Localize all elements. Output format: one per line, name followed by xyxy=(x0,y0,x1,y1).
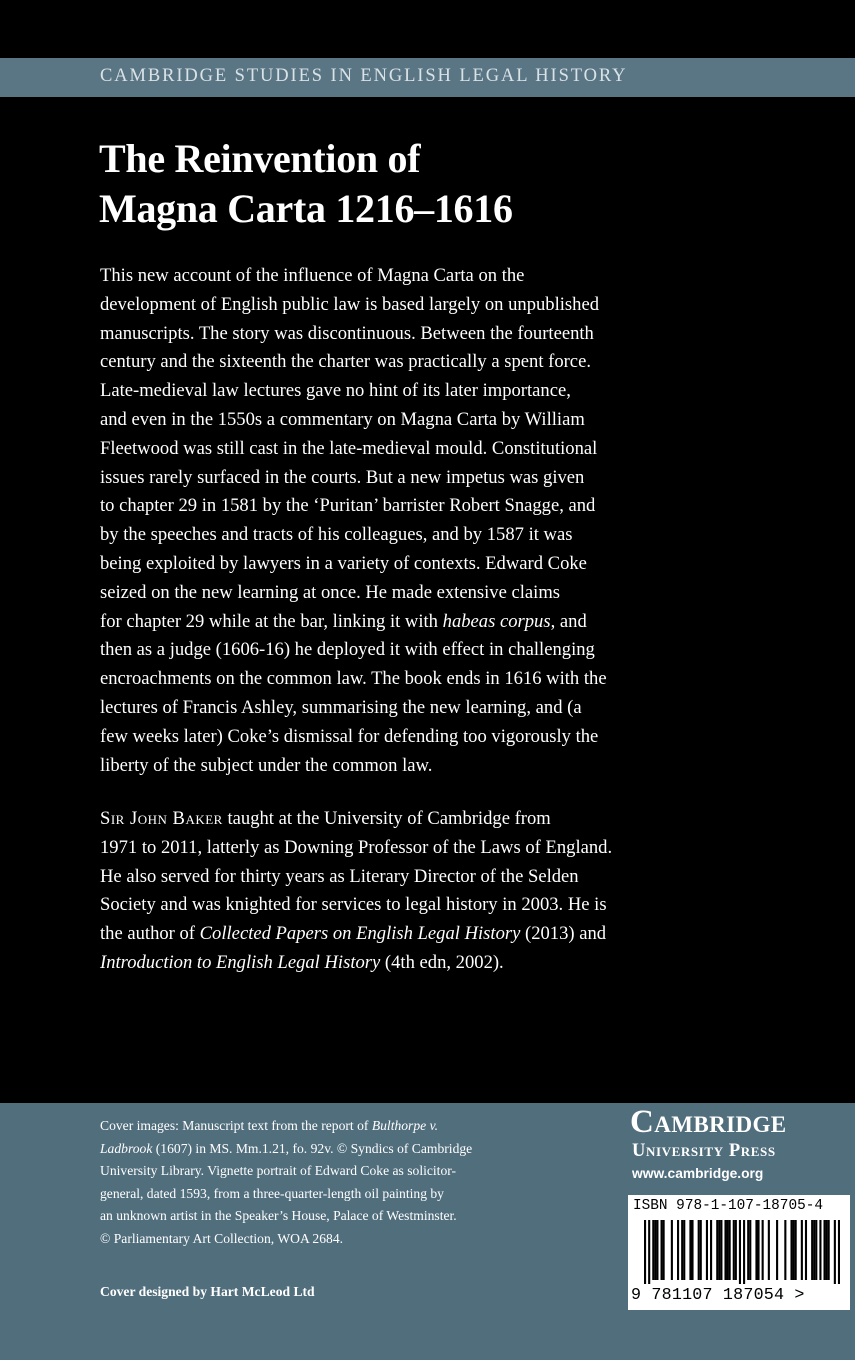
cover-credits xyxy=(100,1115,570,1250)
barcode-bar xyxy=(652,1220,654,1280)
blurb-line: issues rarely surfaced in the courts. But a new impetus was given xyxy=(100,466,585,488)
barcode-bar xyxy=(706,1220,708,1280)
barcode-bar xyxy=(735,1220,737,1280)
barcode-bar xyxy=(813,1220,815,1280)
book-title xyxy=(99,134,513,234)
credits-line xyxy=(100,1115,570,1138)
barcode-bar xyxy=(784,1220,786,1280)
blurb-line: seized on the new learning at once. He made extensive claims xyxy=(100,581,561,603)
barcode-bar xyxy=(656,1220,658,1280)
credits-italic-text: Ladbrook xyxy=(100,1140,153,1156)
barcode-bar xyxy=(671,1220,673,1280)
barcode-bar xyxy=(644,1220,646,1284)
barcode-bar xyxy=(727,1220,729,1280)
blurb-line: manuscripts. The story was discontinuous. Between the fourteenth xyxy=(100,322,594,344)
bio-text: taught at the University of Cambridge from xyxy=(222,808,551,829)
barcode-bar xyxy=(661,1220,663,1280)
barcode-bar xyxy=(819,1220,821,1280)
cover-designer: Cover designed by Hart McLeod Ltd xyxy=(100,1284,315,1299)
book-title-line-1: The Reinvention of xyxy=(99,136,421,181)
blurb-italic-text: habeas corpus xyxy=(442,610,551,632)
publisher-name-line-2: University Press xyxy=(632,1141,776,1161)
barcode-bar xyxy=(716,1220,718,1280)
blurb-line: lectures of Francis Ashley, summarising the new learning, and (a xyxy=(100,696,582,718)
barcode-bar xyxy=(710,1220,712,1280)
barcode-bar xyxy=(691,1220,693,1280)
blurb-line: and even in the 1550s a commentary on Magna Carta by William xyxy=(100,408,585,430)
barcode-bar xyxy=(677,1220,679,1280)
book-blurb xyxy=(100,262,680,780)
barcode-bar xyxy=(663,1220,665,1280)
barcode-bar xyxy=(838,1220,840,1284)
credits-line: © Parliamentary Art Collection, WOA 2684. xyxy=(100,1230,344,1246)
blurb-line: to chapter 29 in 1581 by the ‘Puritan’ barrister Robert Snagge, and xyxy=(100,495,596,517)
credits-text: Cover images: Manuscript text from the report of xyxy=(100,1118,372,1133)
barcode-bar xyxy=(733,1220,735,1280)
blurb-line: Late-medieval law lectures gave no hint of its later importance, xyxy=(100,380,571,402)
blurb-line: Fleetwood was still cast in the late-medieval mould. Constitutional xyxy=(100,437,598,459)
blurb-line: being exploited by lawyers in a variety of contexts. Edward Coke xyxy=(100,552,587,574)
barcode-bar xyxy=(805,1220,807,1280)
blurb-line: encroachments on the common law. The book ends in 1616 with the xyxy=(100,668,607,690)
barcode-bar xyxy=(762,1220,764,1280)
bio-italic-title: Collected Papers on English Legal History xyxy=(199,923,521,945)
credits-line xyxy=(100,1138,570,1161)
barcode-bar xyxy=(828,1220,830,1280)
publisher-name-line-1: Cambridge xyxy=(630,1104,787,1140)
bio-line: 1971 to 2011, latterly as Downing Professor of the Laws of England. xyxy=(100,836,613,858)
barcode-bar xyxy=(801,1220,803,1280)
barcode-bar xyxy=(793,1220,795,1280)
barcode-bar xyxy=(826,1220,828,1280)
publisher-url: www.cambridge.org xyxy=(632,1166,764,1181)
bio-italic-title: Introduction to English Legal History xyxy=(100,951,381,973)
bio-text: (4th edn, 2002). xyxy=(380,951,504,973)
bio-line xyxy=(100,805,680,834)
blurb-line: development of English public law is based largely on unpublished xyxy=(100,293,600,315)
barcode-bar xyxy=(747,1220,749,1280)
barcode-bar xyxy=(729,1220,731,1280)
blurb-line: century and the sixteenth the charter was practically a spent force. xyxy=(100,351,591,373)
credits-line: University Library. Vignette portrait of Edward Coke as solicitor- xyxy=(100,1163,457,1178)
barcode-bar xyxy=(698,1220,700,1280)
ean-digits: 9 781107 187054 > xyxy=(631,1286,805,1305)
blurb-line: then as a judge (1606-16) he deployed it with effect in challenging xyxy=(100,639,595,661)
barcode-bar xyxy=(700,1220,702,1280)
bio-line: He also served for thirty years as Literary Director of the Selden xyxy=(100,865,579,887)
blurb-line: This new account of the influence of Magna Carta on the xyxy=(100,265,525,286)
barcode-bar xyxy=(683,1220,685,1280)
blurb-line: liberty of the subject under the common law. xyxy=(100,754,433,776)
barcode-bar xyxy=(648,1220,650,1284)
barcode-bar xyxy=(834,1220,836,1284)
barcode-bar xyxy=(718,1220,720,1280)
barcode-bar xyxy=(811,1220,813,1280)
blurb-text: for chapter 29 while at the bar, linking it with xyxy=(100,610,443,632)
credits-line: an unknown artist in the Speaker’s House, Palace of Westminster. xyxy=(100,1208,457,1223)
barcode-bar xyxy=(654,1220,656,1280)
barcode-bar xyxy=(739,1220,741,1284)
barcode-bar xyxy=(795,1220,797,1280)
bio-text: (2013) and xyxy=(520,923,607,945)
barcode xyxy=(644,1220,840,1284)
bio-line xyxy=(100,920,680,949)
barcode-bar xyxy=(681,1220,683,1280)
credits-text: (1607) in MS. Mm.1.21, fo. 92v. © Syndics of Cambridge xyxy=(152,1140,473,1156)
credits-line: general, dated 1593, from a three-quarter-length oil painting by xyxy=(100,1185,444,1201)
publisher-logo-name xyxy=(630,1104,787,1141)
blurb-text: , and xyxy=(550,610,587,632)
blurb-line: by the speeches and tracts of his colleagues, and by 1587 it was xyxy=(100,524,573,546)
barcode-bar xyxy=(749,1220,751,1280)
isbn-label: ISBN 978-1-107-18705-4 xyxy=(633,1198,823,1214)
barcode-bar xyxy=(755,1220,757,1280)
barcode-bar xyxy=(776,1220,778,1280)
barcode-bar xyxy=(743,1220,745,1284)
barcode-bar xyxy=(720,1220,722,1280)
series-title: CAMBRIDGE STUDIES IN ENGLISH LEGAL HISTORY xyxy=(100,66,628,86)
barcode-bar xyxy=(815,1220,817,1280)
bio-line: Society and was knighted for services to legal history in 2003. He is xyxy=(100,894,607,916)
book-title-line-2: Magna Carta 1216–1616 xyxy=(99,186,513,231)
credits-italic-text: Bulthorpe v. xyxy=(371,1118,439,1133)
blurb-line: few weeks later) Coke’s dismissal for defending too vigorously the xyxy=(100,725,599,747)
barcode-bar xyxy=(790,1220,792,1280)
publisher-logo-press xyxy=(632,1141,776,1162)
barcode-bar xyxy=(768,1220,770,1280)
barcode-bar xyxy=(724,1220,726,1280)
bio-text: the author of xyxy=(100,923,200,945)
bio-line xyxy=(100,949,680,978)
barcode-bar xyxy=(689,1220,691,1280)
barcode-bar xyxy=(757,1220,759,1280)
author-name: Sir John Baker xyxy=(100,808,223,829)
blurb-line-habeas xyxy=(100,608,680,637)
author-bio xyxy=(100,805,680,978)
top-black-strip xyxy=(0,0,855,58)
barcode-bar xyxy=(823,1220,825,1280)
